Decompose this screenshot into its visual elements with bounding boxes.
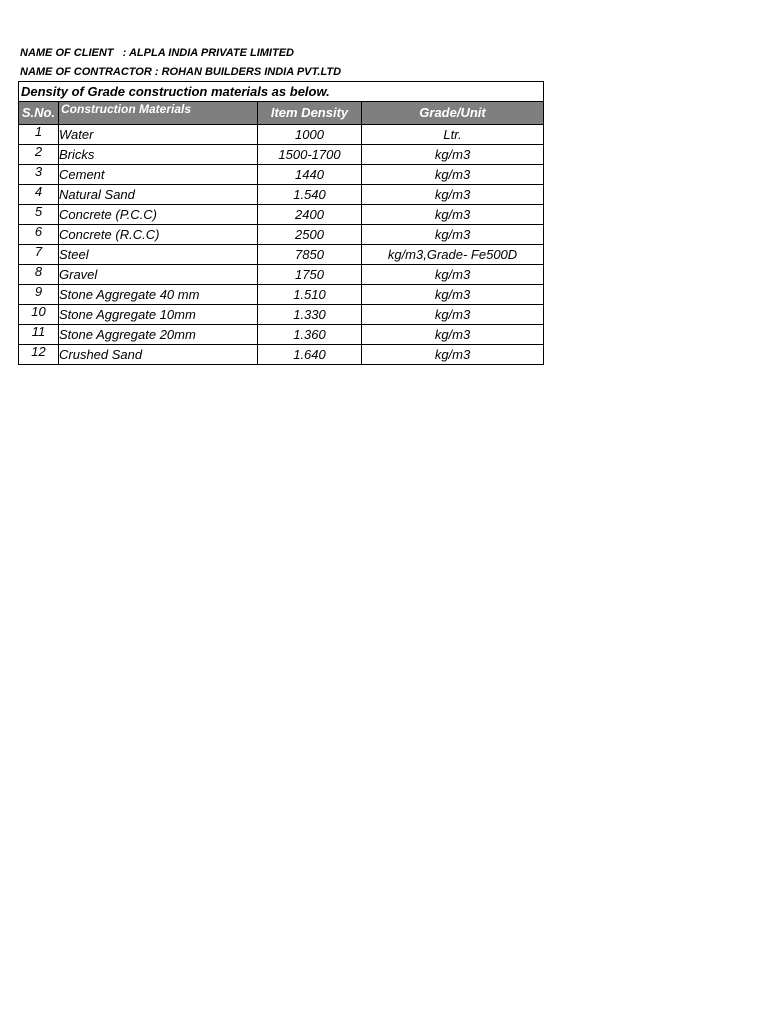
row-material-name: Water: [59, 125, 258, 145]
row-grade-unit: kg/m3,Grade- Fe500D: [362, 245, 544, 265]
table-row: [19, 345, 544, 365]
row-serial-number: 9: [19, 285, 59, 305]
table-row: [19, 165, 544, 185]
row-material-name: Natural Sand: [59, 185, 258, 205]
row-item-density: 2500: [258, 225, 362, 245]
row-grade-unit: kg/m3: [362, 205, 544, 225]
row-grade-unit: kg/m3: [362, 185, 544, 205]
row-grade-unit: kg/m3: [362, 225, 544, 245]
row-serial-number: 6: [19, 225, 59, 245]
table-row: [19, 185, 544, 205]
column-header-material: Construction Materials: [59, 102, 258, 125]
row-material-name: Stone Aggregate 20mm: [59, 325, 258, 345]
row-serial-number: 1: [19, 125, 59, 145]
row-grade-unit: Ltr.: [362, 125, 544, 145]
row-serial-number: 5: [19, 205, 59, 225]
table-row: [19, 125, 544, 145]
contractor-name-line: NAME OF CONTRACTOR : ROHAN BUILDERS INDIA PVT.LTD: [20, 66, 342, 78]
row-grade-unit: kg/m3: [362, 265, 544, 285]
table-header-row: [19, 102, 544, 125]
row-serial-number: 2: [19, 145, 59, 165]
row-serial-number: 11: [19, 325, 59, 345]
row-item-density: 1440: [258, 165, 362, 185]
row-item-density: 1750: [258, 265, 362, 285]
row-material-name: Cement: [59, 165, 258, 185]
row-item-density: 7850: [258, 245, 362, 265]
row-item-density: 1.360: [258, 325, 362, 345]
row-grade-unit: kg/m3: [362, 325, 544, 345]
row-serial-number: 3: [19, 165, 59, 185]
row-item-density: 1500-1700: [258, 145, 362, 165]
column-header-density: Item Density: [258, 102, 362, 125]
row-grade-unit: kg/m3: [362, 345, 544, 365]
row-material-name: Bricks: [59, 145, 258, 165]
table-row: [19, 245, 544, 265]
row-material-name: Stone Aggregate 40 mm: [59, 285, 258, 305]
column-header-unit: Grade/Unit: [362, 102, 544, 125]
row-item-density: 1.510: [258, 285, 362, 305]
table-body: [19, 125, 544, 365]
row-serial-number: 12: [19, 345, 59, 365]
column-header-sno: S.No.: [19, 102, 59, 125]
row-item-density: 1000: [258, 125, 362, 145]
table-row: [19, 285, 544, 305]
row-material-name: Stone Aggregate 10mm: [59, 305, 258, 325]
row-item-density: 1.640: [258, 345, 362, 365]
client-name-line: NAME OF CLIENT : ALPLA INDIA PRIVATE LIMITED: [20, 47, 294, 59]
row-material-name: Crushed Sand: [59, 345, 258, 365]
row-serial-number: 7: [19, 245, 59, 265]
row-material-name: Concrete (P.C.C): [59, 205, 258, 225]
density-table: [18, 81, 544, 365]
table-row: [19, 145, 544, 165]
table-row: [19, 205, 544, 225]
row-grade-unit: kg/m3: [362, 285, 544, 305]
row-material-name: Gravel: [59, 265, 258, 285]
row-material-name: Concrete (R.C.C): [59, 225, 258, 245]
row-item-density: 1.330: [258, 305, 362, 325]
table-title-row: [19, 82, 544, 102]
row-serial-number: 4: [19, 185, 59, 205]
row-serial-number: 8: [19, 265, 59, 285]
table-row: [19, 305, 544, 325]
table-row: [19, 265, 544, 285]
row-serial-number: 10: [19, 305, 59, 325]
row-item-density: 2400: [258, 205, 362, 225]
row-grade-unit: kg/m3: [362, 165, 544, 185]
table-title: Density of Grade construction materials as below.: [19, 82, 544, 102]
row-item-density: 1.540: [258, 185, 362, 205]
row-grade-unit: kg/m3: [362, 305, 544, 325]
table-row: [19, 225, 544, 245]
table-row: [19, 325, 544, 345]
row-material-name: Steel: [59, 245, 258, 265]
row-grade-unit: kg/m3: [362, 145, 544, 165]
